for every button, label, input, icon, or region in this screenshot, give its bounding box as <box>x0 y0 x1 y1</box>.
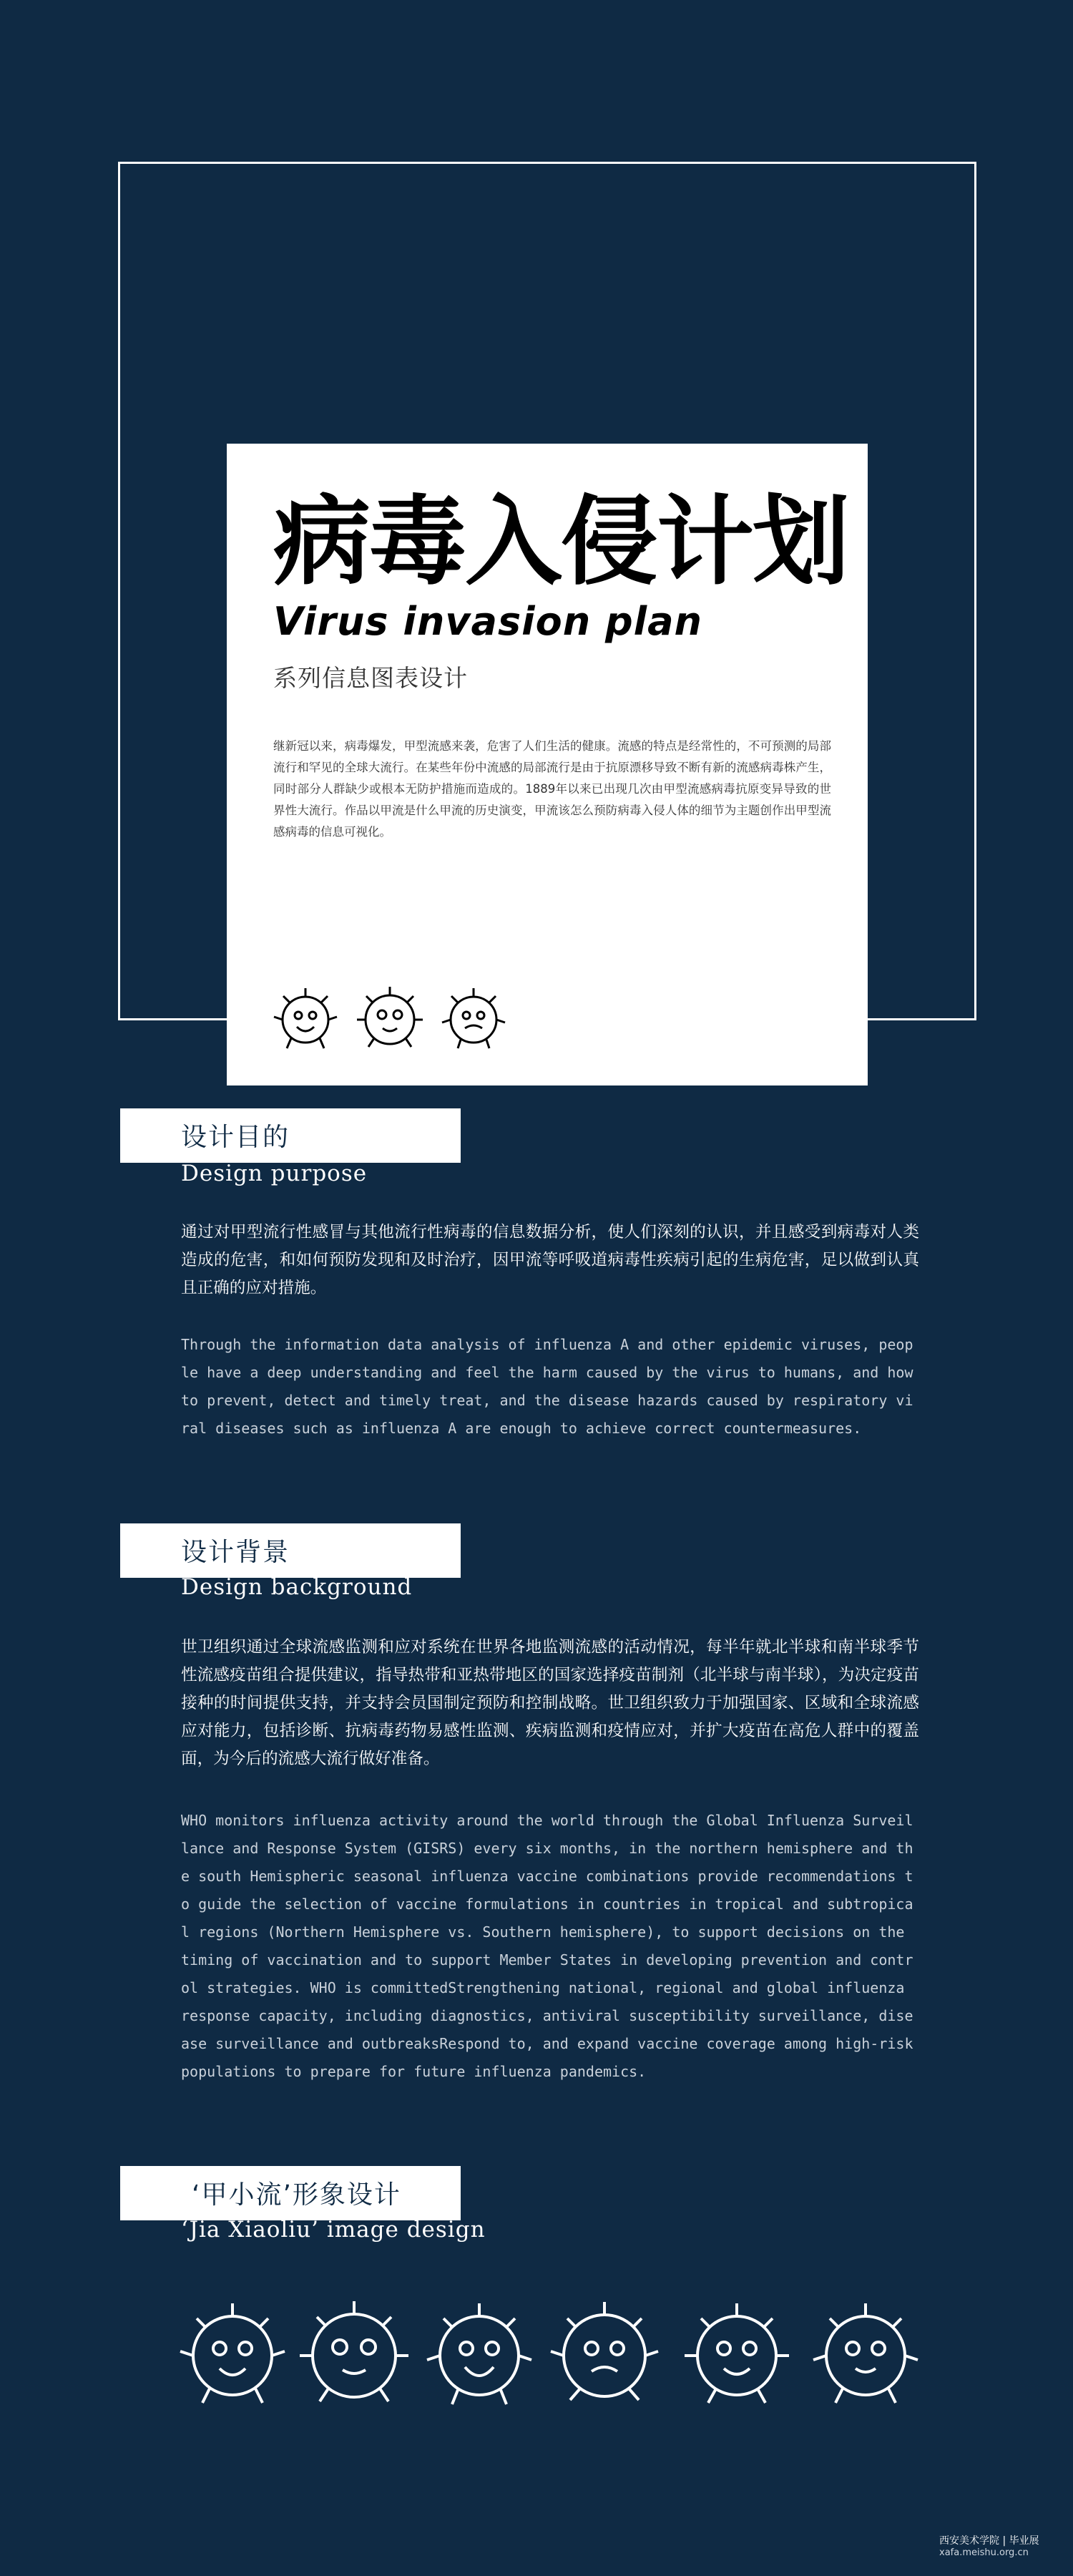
section-label-text: 设计背景 <box>181 1538 290 1567</box>
section-title-en: ‘Jia Xiaoliu’ image design <box>181 2217 486 2243</box>
footer-brand: 西安美术学院 | 毕业展 <box>939 2535 1039 2547</box>
section-body-en: WHO monitors influenza activity around the world through the Global Influenza Surveillance and Response System (GISRS) every six months, in the northern hemisphere and the south Hemispheric seasonal influenza vaccine combinations provide recommendations to guide the selection of vaccine formulations in countries in tropical and subtropical regions (Northern Hemisphere vs. Southern hemisphere), to support decisions on the timing of vaccination and to support Member States in developing prevention and control strategies. WHO is committedStrengthening national, regional and global influenza response capacity, including diagnostics, antiviral susceptibility surveillance, disease surveillance and outbreaksRespond to, and expand vaccine coverage among high-risk populations to prepare for future influenza pandemics. <box>181 1812 913 2080</box>
cover-title-en: Virus invasion plan <box>273 599 703 644</box>
virus-mascot-icon <box>300 2301 408 2401</box>
section-body-en: Through the information data analysis of influenza A and other epidemic viruses, people have a deep understanding and feel the harm caused by the virus to humans, and how to prevent, detect and timely treat, and the disease hazards caused by respiratory viral diseases such as influenza A are enough to achieve correct countermeasures. <box>181 1336 913 1437</box>
virus-mascot-icon <box>551 2302 658 2400</box>
virus-mascot-icon <box>685 2303 789 2403</box>
section-label-text: 设计目的 <box>181 1123 290 1152</box>
virus-mascot-icon <box>274 988 337 1048</box>
cover-card <box>227 444 868 1085</box>
section-title-en: Design purpose <box>181 1161 368 1186</box>
virus-mascot-icon <box>357 987 423 1047</box>
mascot-character-row <box>179 2297 923 2415</box>
section-body-cn: 通过对甲型流行性感冒与其他流行性病毒的信息数据分析，使人们深刻的认识，并且感受到病毒对人类造成的危害，和如何预防发现和及时治疗，因甲流等呼吸道病毒性疾病引起的生病危害，足以做到认真且正确的应对措施。 <box>181 1223 919 1297</box>
section-title-en: Design background <box>181 1574 413 1600</box>
section-label-design-purpose <box>120 1108 461 1163</box>
cover-subtitle: 系列信息图表设计 <box>273 664 468 692</box>
virus-mascot-icon <box>427 2303 531 2404</box>
virus-mascot-icon <box>442 988 505 1048</box>
footer-logo <box>939 2533 1041 2562</box>
footer-url: xafa.meishu.org.cn <box>939 2547 1029 2558</box>
virus-mascot-icon <box>813 2303 918 2403</box>
section-body-cn: 世卫组织通过全球流感监测和应对系统在世界各地监测流感的活动情况，每半年就北半球和南半球季节性流感疫苗组合提供建议，指导热带和亚热带地区的国家选择疫苗制剂（北半球与南半球），为决定疫苗接种的时间提供支持，并支持会员国制定预防和控制战略。世卫组织致力于加强国家、区域和全球流感应对能力，包括诊断、抗病毒药物易感性监测、疾病监测和疫情应对，并扩大疫苗在高危人群中的覆盖面，为今后的流感大流行做好准备。 <box>181 1638 919 1768</box>
section-label-image-design <box>120 2166 461 2220</box>
cover-title-cn: 病毒入侵计划 <box>273 486 848 599</box>
section-label-design-background <box>120 1523 461 1578</box>
virus-mascot-icon <box>180 2303 285 2403</box>
cover-intro-text: 继新冠以来，病毒爆发，甲型流感来袭，危害了人们生活的健康。流感的特点是经常性的，不可预测的局部流行和罕见的全球大流行。在某些年份中流感的局部流行是由于抗原漂移导致不断有新的流感病毒株产生，同时部分人群缺少或根本无防护措施而造成的。1889年以来已出现几次由甲型流感病毒抗原变异导致的世界性大流行。作品以甲流是什么甲流的历史演变，甲流该怎么预防病毒入侵人体的细节为主题创作出甲型流感病毒的信息可视化。 <box>273 739 831 839</box>
section-label-text: ‘甲小流’形象设计 <box>192 2180 401 2210</box>
virus-mascot-icon-group <box>270 980 513 1059</box>
